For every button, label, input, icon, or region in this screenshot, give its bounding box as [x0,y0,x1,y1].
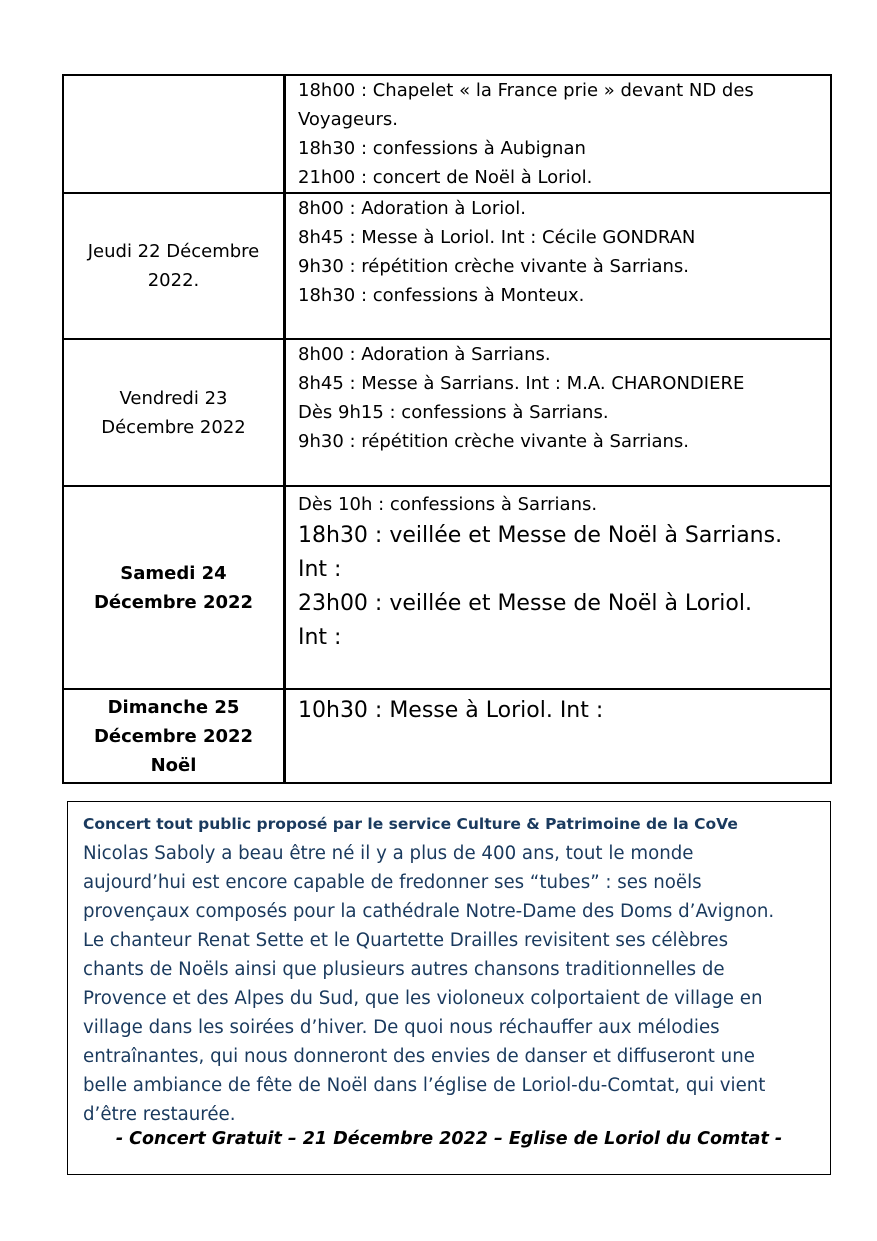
event-line: Int : [298,557,342,582]
day-label: Décembre 2022 [101,416,246,438]
event-line: 9h30 : répétition crèche vivante à Sarrians. [298,431,690,452]
table-row [63,486,831,689]
events-cell [285,193,832,339]
event-line: 23h00 : veillée et Messe de Noël à Loriol. [298,591,752,616]
event-line: 9h30 : répétition crèche vivante à Sarrians. [298,256,690,277]
events-cell [285,689,832,783]
event-line: 8h00 : Adoration à Sarrians. [298,344,551,365]
concert-line: entraînantes, qui nous donneront des envies de danser et diffuseront une [83,1046,755,1067]
event-line: Dès 10h : confessions à Sarrians. [298,494,598,515]
day-cell [63,339,285,486]
event-line: Int : [298,625,342,650]
event-line: 18h30 : confessions à Aubignan [298,138,586,159]
day-label: Dimanche 25 [107,696,240,718]
table-row [63,193,831,339]
event-line: 10h30 : Messe à Loriol. Int : [298,698,604,723]
event-line: 18h00 : Chapelet « la France prie » devant ND des [298,80,754,101]
concert-box [67,801,831,1175]
day-label: Noël [150,754,197,776]
concert-title: Concert tout public proposé par le service Culture & Patrimoine de la CoVe [83,815,738,833]
event-line: Dès 9h15 : confessions à Sarrians. [298,402,609,423]
event-line: 8h45 : Messe à Sarrians. Int : M.A. CHARONDIERE [298,373,745,394]
event-line: 21h00 : concert de Noël à Loriol. [298,167,593,188]
table-row [63,339,831,486]
event-line: 8h45 : Messe à Loriol. Int : Cécile GONDRAN [298,227,696,248]
concert-line: Nicolas Saboly a beau être né il y a plus de 400 ans, tout le monde [83,843,694,864]
day-label: 2022. [147,270,200,291]
concert-line: village dans les soirées d’hiver. De quoi nous réchauffer aux mélodies [83,1017,720,1038]
day-cell [63,689,285,783]
day-label: Vendredi 23 [119,387,228,409]
concert-description [83,839,828,1129]
concert-line: belle ambiance de fête de Noël dans l’église de Loriol-du-Comtat, qui vient [83,1075,766,1096]
concert-line: aujourd’hui est encore capable de fredonner ses “tubes” : ses noëls [83,872,702,893]
events-cell [285,486,832,689]
day-label: Décembre 2022 [93,725,254,747]
day-label: Décembre 2022 [93,591,254,613]
concert-line: d’être restaurée. [83,1104,236,1125]
event-line: 18h30 : confessions à Monteux. [298,285,585,306]
concert-line: chants de Noëls ainsi que plusieurs autres chansons traditionnelles de [83,959,725,980]
event-line: Voyageurs. [298,109,399,130]
events-cell [285,339,832,486]
concert-line: Provence et des Alpes du Sud, que les violoneux colportaient de village en [83,988,763,1009]
table-row [63,689,831,783]
day-label: Samedi 24 [120,562,227,584]
concert-line: Le chanteur Renat Sette et le Quartette Drailles revisitent ses célèbres [83,930,729,951]
day-cell [63,486,285,689]
event-line: 18h30 : veillée et Messe de Noël à Sarrians. [298,523,783,548]
concert-footer: - Concert Gratuit – 21 Décembre 2022 – Eglise de Loriol du Comtat - [115,1129,783,1149]
day-cell [63,75,285,193]
concert-line: provençaux composés pour la cathédrale Notre-Dame des Doms d’Avignon. [83,901,775,922]
table-row [63,75,831,193]
event-line: 8h00 : Adoration à Loriol. [298,198,526,219]
events-cell [285,75,832,193]
day-label: Jeudi 22 Décembre [87,241,260,262]
day-cell [63,193,285,339]
schedule-table [62,74,832,784]
